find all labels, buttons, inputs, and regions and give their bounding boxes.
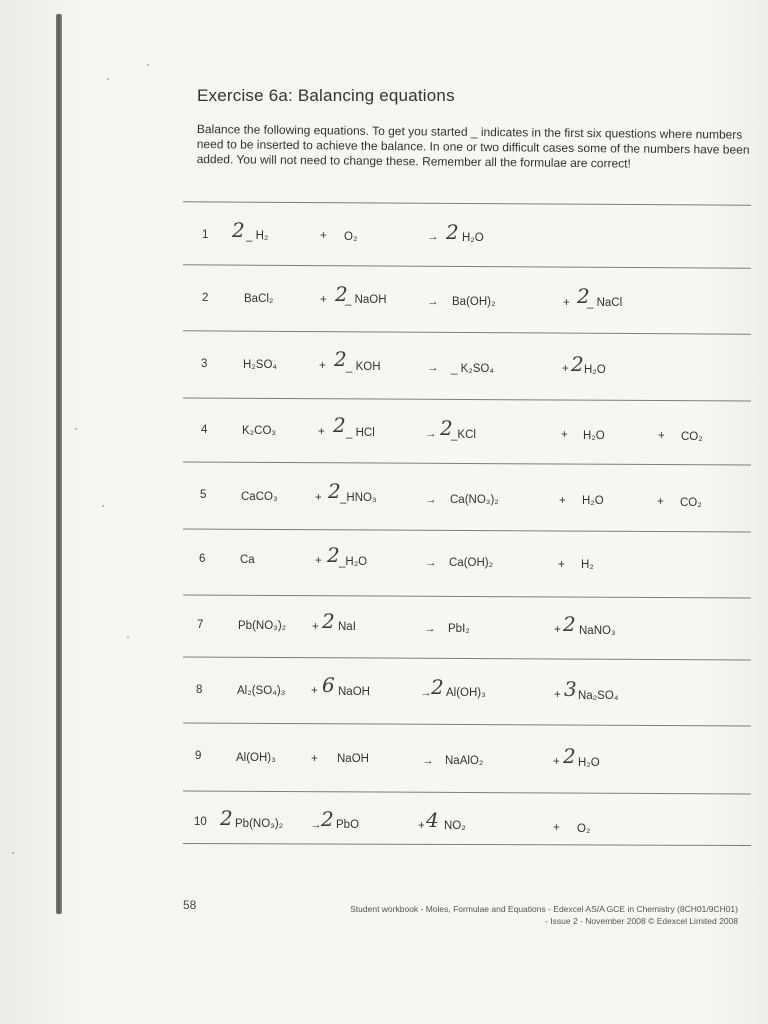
row-divider <box>183 330 751 334</box>
plus-sign: + <box>554 689 561 701</box>
exercise-title: Exercise 6a: Balancing equations <box>197 86 455 105</box>
reactant-1: Pb(NO₃)₂ <box>235 818 284 830</box>
plus-sign: + <box>554 624 561 636</box>
product-1: PbI₂ <box>448 623 470 635</box>
reactant-2: _ KOH <box>346 361 381 373</box>
reactant-1: CaCO₃ <box>241 491 278 503</box>
product-2: _ NaCl <box>587 297 623 309</box>
row-divider <box>183 657 751 661</box>
row-divider <box>183 791 751 795</box>
reactant-2: _HNO₃ <box>340 492 377 504</box>
equation-row-10 <box>0 806 768 852</box>
product-1: PbO <box>336 819 360 831</box>
reactant-1: BaCl₂ <box>244 293 274 305</box>
footer-line-2: - Issue 2 - November 2008 © Edexcel Limited 2008 <box>545 916 738 926</box>
reactant-1: Pb(NO₃)₂ <box>238 620 287 632</box>
reaction-arrow: → <box>427 362 439 374</box>
row-divider <box>183 264 751 268</box>
footer-line-1: Student workbook - Moles, Formulae and Equations - Edexcel AS/A GCE in Chemistry (8CH01/9CH01) <box>350 904 738 914</box>
handwritten-coefficient: 2 <box>571 352 584 376</box>
plus-sign: + <box>561 429 568 441</box>
plus-sign: + <box>553 756 560 768</box>
handwritten-coefficient: 2 <box>577 284 590 308</box>
product-3: CO₂ <box>680 497 702 509</box>
paper-speck <box>107 78 109 80</box>
equation-row-9 <box>0 746 768 786</box>
handwritten-coefficient: 2 <box>232 218 245 242</box>
plus-sign: + <box>311 753 318 765</box>
product-2: H₂O <box>583 430 605 442</box>
product-2: H₂O <box>578 757 600 769</box>
exercise-instructions: Balance the following equations. To get you started _ indicates in the first six questions where numbers need to be inserted to achieve the balance. In one or two difficult cases some of the numbers have been added. You will not need to change these. Remember all the formulae are correct! <box>196 122 750 171</box>
handwritten-coefficient: 2 <box>328 479 341 503</box>
handwritten-coefficient: 2 <box>321 807 334 831</box>
reactant-2: _ HCl <box>346 427 375 439</box>
handwritten-coefficient: 3 <box>564 677 577 701</box>
equation-row-2 <box>0 282 768 326</box>
reactant-2: _H₂O <box>339 556 368 568</box>
handwritten-coefficient: 2 <box>431 675 444 699</box>
reaction-arrow: → <box>427 231 439 243</box>
handwritten-coefficient: 2 <box>446 220 459 244</box>
question-number: 8 <box>196 684 203 696</box>
product-2: H₂ <box>581 559 594 571</box>
question-number: 4 <box>201 424 208 436</box>
plus-sign: + <box>320 230 327 242</box>
product-1: NaAlO₂ <box>445 755 484 767</box>
row-divider <box>183 595 751 599</box>
product-2: Na₂SO₄ <box>578 690 619 702</box>
reaction-arrow: → <box>422 755 434 767</box>
handwritten-coefficient: 2 <box>220 806 233 830</box>
product-2: NO₂ <box>444 820 466 832</box>
reactant-2: NaOH <box>337 753 369 765</box>
plus-sign: + <box>318 426 325 438</box>
plus-sign: + <box>562 363 569 375</box>
reactant-1: H₂SO₄ <box>243 359 278 371</box>
product-1: Ba(OH)₂ <box>452 296 496 308</box>
product-1: _ K₂SO₄ <box>451 363 495 375</box>
plus-sign: + <box>658 430 665 442</box>
reaction-arrow: → <box>424 623 436 635</box>
question-number: 5 <box>200 489 207 501</box>
equation-row-1 <box>0 220 768 260</box>
plus-sign: + <box>320 294 327 306</box>
plus-sign: + <box>418 820 425 832</box>
reactant-2: NaI <box>338 621 356 633</box>
paper-speck <box>147 64 149 66</box>
paper-speck <box>12 852 14 854</box>
row-divider <box>183 462 751 466</box>
plus-sign: + <box>563 297 570 309</box>
reactant-2: NaOH <box>338 686 370 698</box>
question-number: 6 <box>199 553 206 565</box>
product-2: NaNO₃ <box>579 625 616 637</box>
question-number: 2 <box>202 292 209 304</box>
handwritten-coefficient: 2 <box>563 612 576 636</box>
reaction-arrow: → <box>425 494 437 506</box>
reactant-2: O₂ <box>344 231 358 243</box>
plus-sign: + <box>315 555 322 567</box>
handwritten-coefficient: 2 <box>322 609 335 633</box>
plus-sign: + <box>553 822 560 834</box>
row-divider <box>183 529 751 533</box>
question-number: 9 <box>195 750 202 762</box>
question-number: 7 <box>197 619 204 631</box>
plus-sign: + <box>311 685 318 697</box>
equation-row-5 <box>0 479 768 524</box>
row-divider <box>183 723 751 727</box>
product-1: Ca(NO₃)₂ <box>450 494 499 506</box>
reactant-1: Ca <box>240 554 255 566</box>
plus-sign: + <box>558 559 565 571</box>
plus-sign: + <box>315 492 322 504</box>
handwritten-coefficient: 2 <box>335 282 348 306</box>
handwritten-coefficient: 2 <box>333 413 346 437</box>
reaction-arrow: → <box>427 296 439 308</box>
product-3: CO₂ <box>681 431 703 443</box>
reactant-1: _ H₂ <box>246 230 269 242</box>
plus-sign: + <box>657 496 664 508</box>
plus-sign: + <box>319 360 326 372</box>
reactant-2: _ NaOH <box>345 294 387 306</box>
handwritten-coefficient: 2 <box>563 744 576 768</box>
product-2: H₂O <box>584 364 606 376</box>
footer-citation <box>314 903 738 927</box>
product-1: Al(OH)₃ <box>446 687 486 699</box>
handwritten-coefficient: 4 <box>426 808 439 832</box>
equation-row-4 <box>0 413 768 458</box>
page-number: 58 <box>183 898 197 912</box>
equation-row-6 <box>0 543 768 589</box>
handwritten-coefficient: 6 <box>322 673 335 697</box>
question-number: 1 <box>202 229 209 241</box>
handwritten-coefficient: 2 <box>334 347 347 371</box>
product-1: _KCl <box>451 429 476 441</box>
product-3: O₂ <box>577 823 591 835</box>
handwritten-coefficient: 2 <box>440 416 453 440</box>
question-number: 3 <box>201 358 208 370</box>
handwritten-coefficient: 2 <box>327 543 340 567</box>
reaction-arrow: → <box>310 819 322 831</box>
reactant-1: K₂CO₃ <box>242 425 277 437</box>
equation-row-8 <box>0 673 768 719</box>
plus-sign: + <box>559 495 566 507</box>
equation-row-3 <box>0 347 768 392</box>
reactant-1: Al(OH)₃ <box>236 752 276 764</box>
equation-row-7 <box>0 609 768 654</box>
reactant-1: Al₂(SO₄)₃ <box>237 685 286 697</box>
reaction-arrow: → <box>420 687 432 699</box>
reaction-arrow: → <box>425 557 437 569</box>
product-1: H₂O <box>462 232 484 244</box>
plus-sign: + <box>312 621 319 633</box>
row-divider <box>183 398 751 402</box>
reaction-arrow: → <box>425 428 437 440</box>
row-divider <box>183 201 751 205</box>
question-number: 10 <box>194 816 207 828</box>
product-2: H₂O <box>582 495 604 507</box>
product-1: Ca(OH)₂ <box>449 557 494 569</box>
